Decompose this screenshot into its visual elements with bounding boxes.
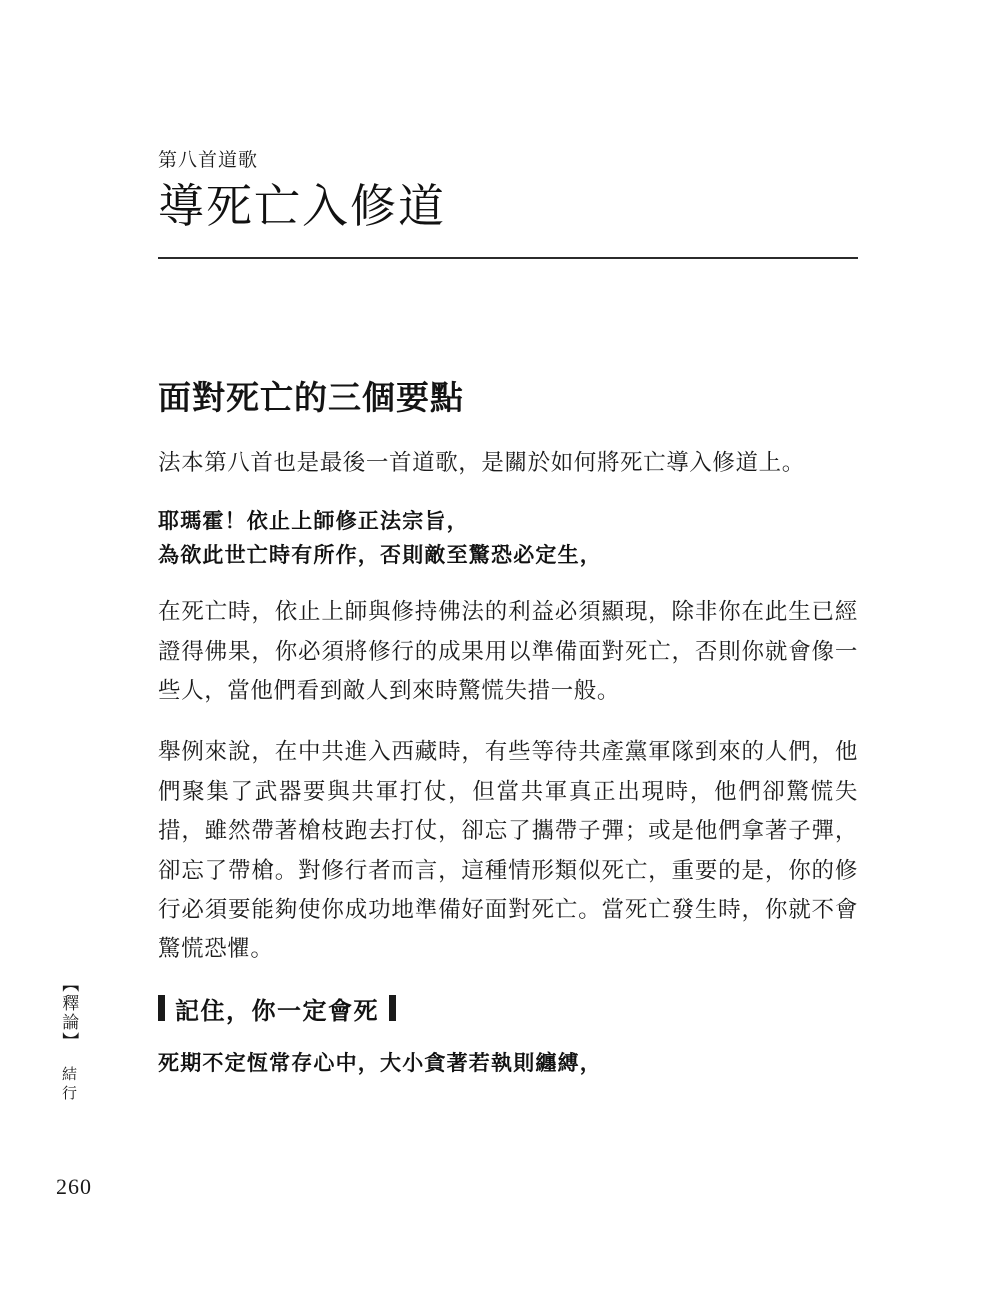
header-divider	[158, 257, 858, 259]
subheading-label: 記住，你一定會死	[175, 995, 379, 1025]
verse-2-line-1: 死期不定恆常存心中，大小貪著若執則纏縛，	[158, 1049, 602, 1075]
section-heading: 面對死亡的三個要點	[158, 381, 464, 417]
paragraph-2: 在死亡時，依止上師與修持佛法的利益必須顯現，除非你在此生已經證得佛果，你必須將修行的成果用以準備面對死亡，否則你就會像一些人，當他們看到敵人到來時驚慌失措一般。	[158, 599, 858, 704]
verse-1-line-1: 耶瑪霍！依止上師修正法宗旨，	[158, 508, 469, 534]
bar-marker-right-icon	[389, 995, 396, 1021]
chapter-header	[158, 148, 858, 233]
verse-2	[158, 1046, 858, 1080]
subheading	[158, 991, 858, 1026]
body-content	[158, 378, 858, 1100]
page-number: 260	[56, 1174, 92, 1199]
verse-1-line-2: 為欲此世亡時有所作，否則敵至驚恐必定生，	[158, 542, 602, 568]
paragraph-1: 法本第八首也是最後一首道歌，是關於如何將死亡導入修道上。	[158, 449, 805, 475]
page-title: 導死亡入修道	[158, 180, 446, 232]
verse-1	[158, 504, 858, 572]
chapter-kicker: 第八首道歌	[158, 150, 259, 171]
running-head-side-tab	[48, 975, 88, 1109]
bar-marker-left-icon	[158, 995, 165, 1021]
side-tab-subsection: 結行	[60, 1066, 76, 1104]
paragraph-3: 舉例來說，在中共進入西藏時，有些等待共產黨軍隊到來的人們，他們聚集了武器要與共軍打仗，但當共軍真正出現時，他們卻驚慌失措，雖然帶著槍枝跑去打仗，卻忘了攜帶子彈；或是他們拿著子彈，卻忘了帶槍。對修行者而言，這種情形類似死亡，重要的是，你的修行必須要能夠使你成功地準備好面對死亡。當死亡發生時，你就不會驚慌恐懼。	[158, 739, 858, 962]
side-tab-bracket: 【釋論】	[59, 975, 79, 1051]
